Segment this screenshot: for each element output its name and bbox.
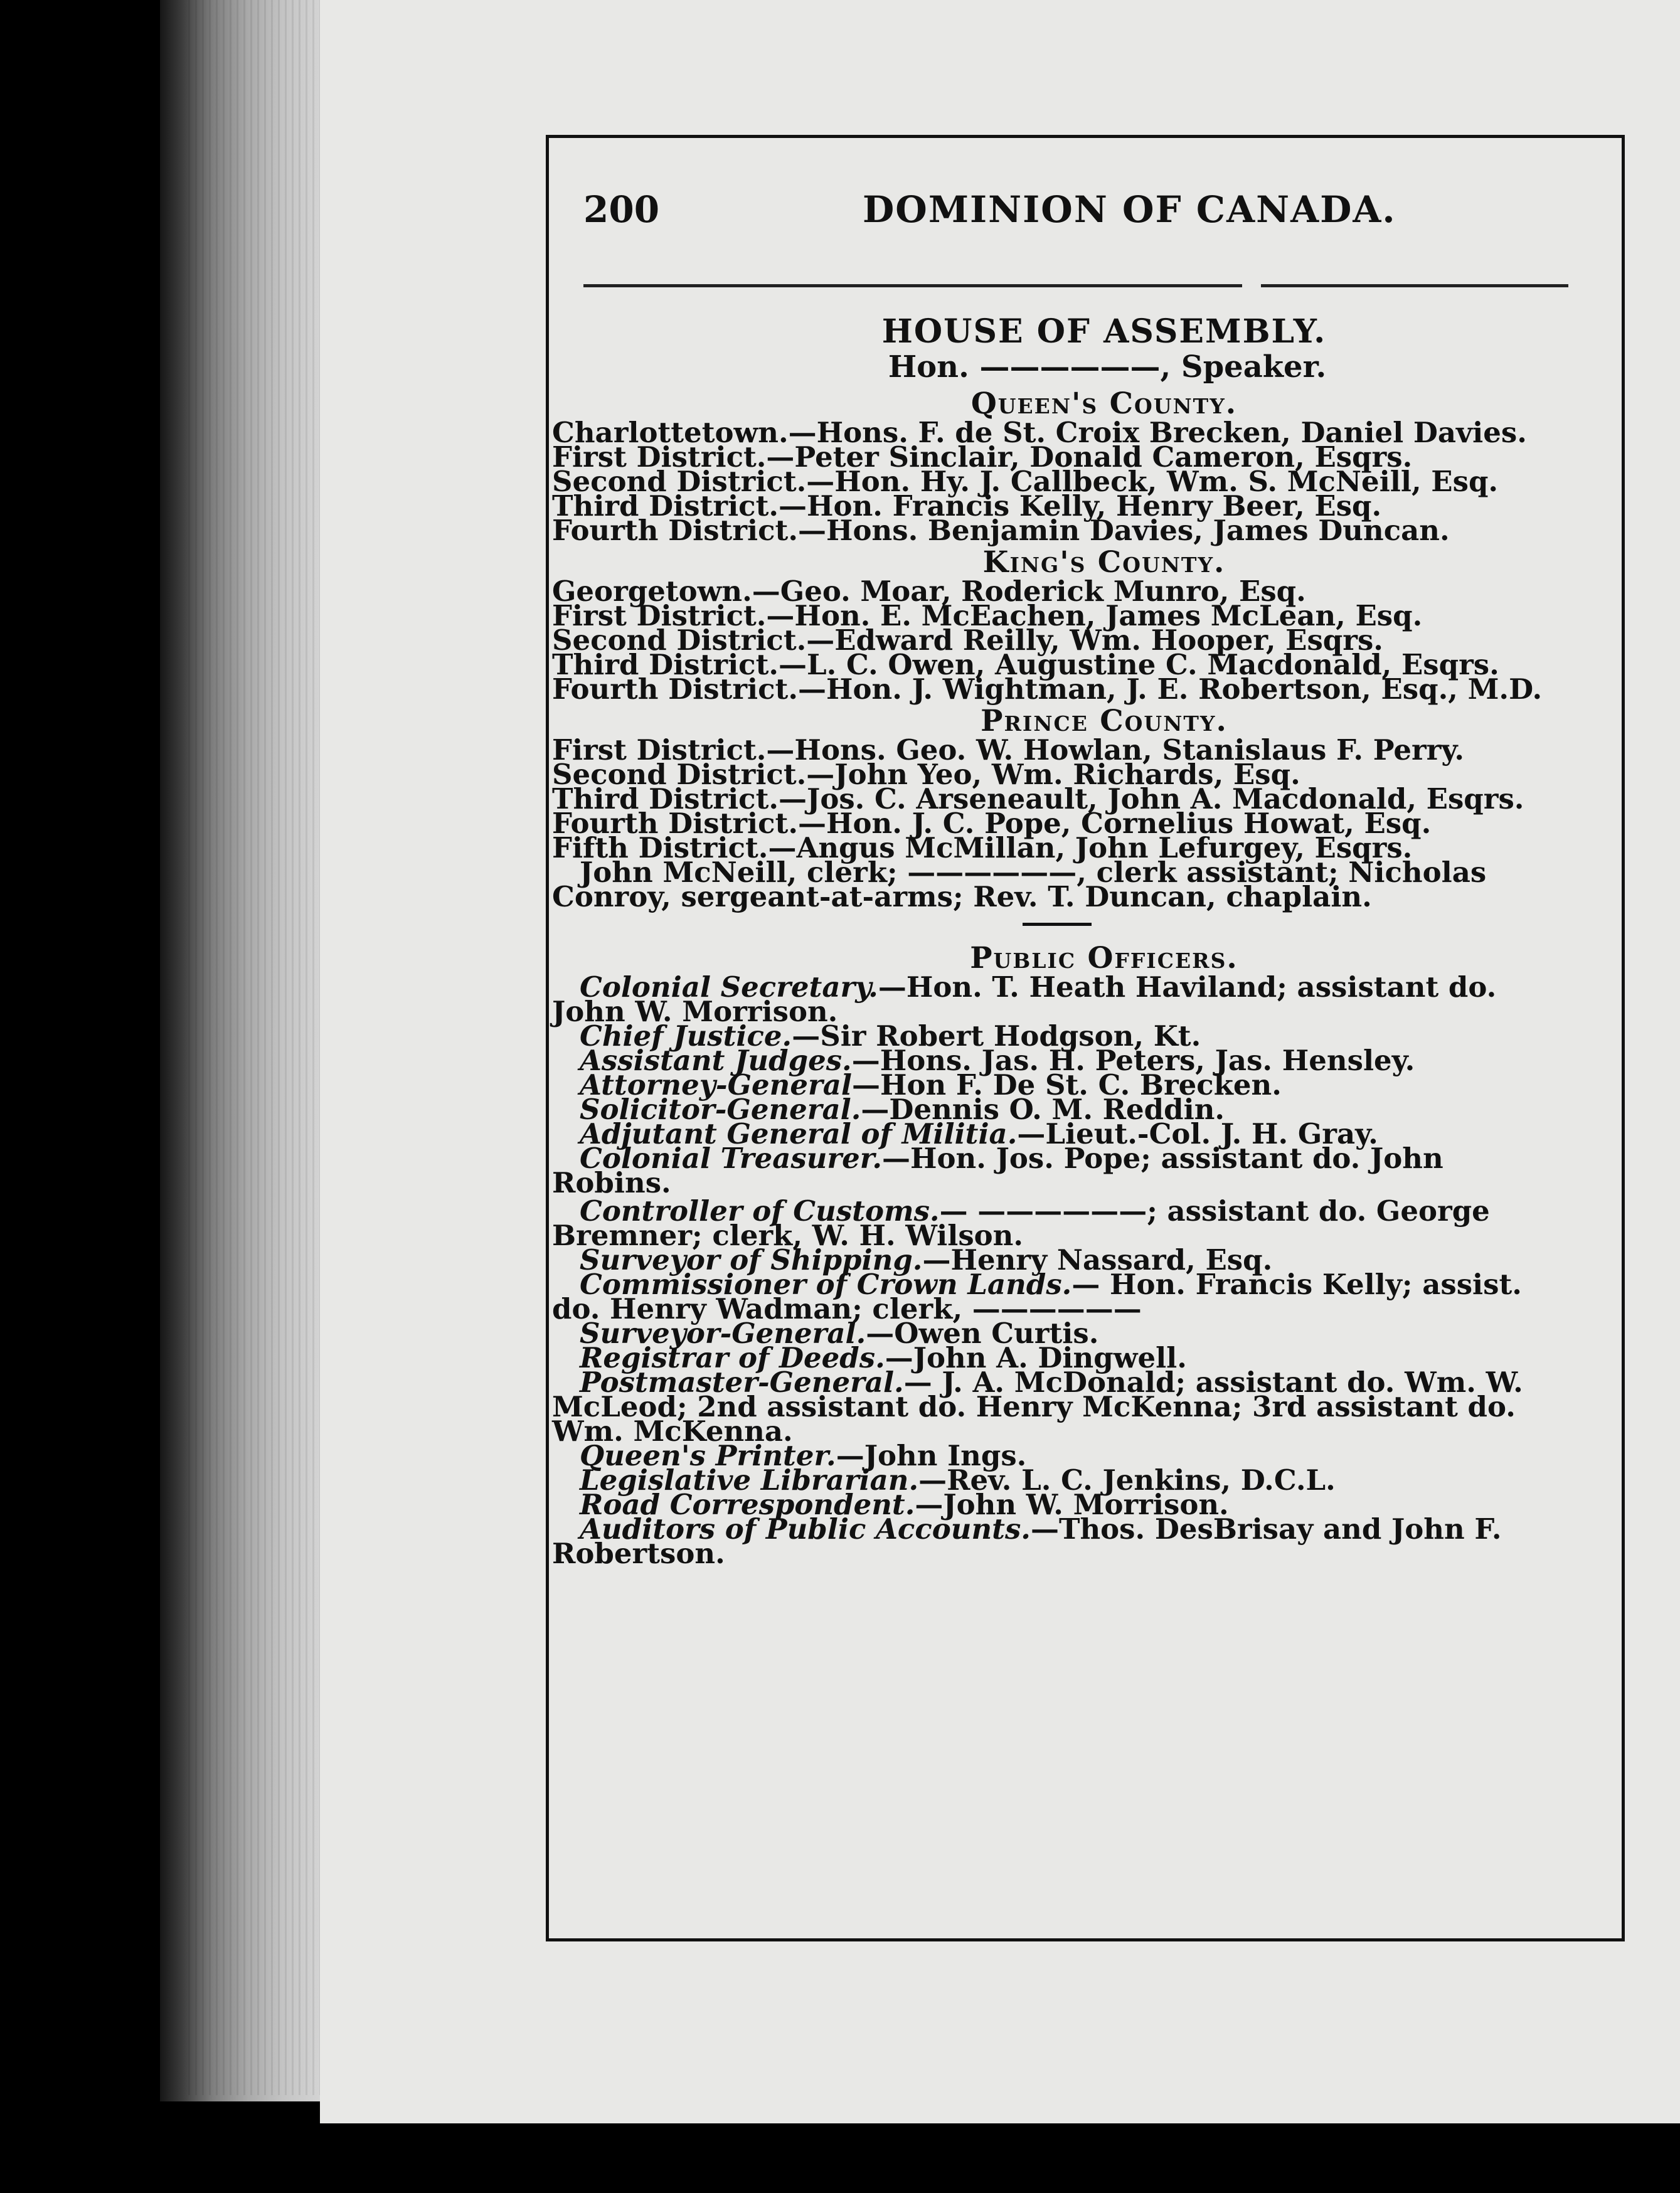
clerks-line: Conroy, sergeant-at-arms; Rev. T. Duncan, chaplain.	[552, 880, 1372, 913]
speaker-line: Hon. ——————, Speaker.	[888, 349, 1327, 385]
office-title: Colonial Treasurer.	[580, 1142, 883, 1175]
officer-text: —John W. Morrison.	[915, 1488, 1229, 1521]
header-rule-left	[583, 284, 1242, 287]
office-title: Postmaster-General.	[580, 1366, 904, 1399]
member-line: Fifth District.—Angus McMillan, John Lefurgey, Esqrs.	[552, 831, 1413, 864]
office-title: Colonial Secretary.	[580, 970, 878, 1004]
header-rule-right	[1261, 284, 1568, 287]
office-title: Surveyor-General.	[580, 1317, 866, 1350]
member-line: Second District.—Edward Reilly, Wm. Hooper, Esqrs.	[552, 624, 1383, 657]
office-title: Auditors of Public Accounts.	[580, 1512, 1031, 1546]
county-heading: Prince County.	[981, 704, 1228, 738]
officer-text: —Dennis O. M. Reddin.	[861, 1093, 1225, 1126]
officer-continuation: do. Henry Wadman; clerk, ——————	[552, 1292, 1142, 1325]
officer-continuation: Robertson.	[552, 1537, 725, 1570]
office-title: Adjutant General of Militia.	[580, 1117, 1018, 1150]
member-line: Third District.—L. C. Owen, Augustine C. Macdonald, Esqrs.	[552, 648, 1499, 681]
officer-text: —Hon. Jos. Pope; assistant do. John	[882, 1142, 1443, 1175]
member-line: Charlottetown.—Hons. F. de St. Croix Brecken, Daniel Davies.	[552, 416, 1527, 449]
house-of-assembly-heading: HOUSE OF ASSEMBLY.	[881, 312, 1327, 351]
section-divider	[1023, 923, 1092, 926]
office-title: Road Correspondent.	[580, 1488, 915, 1521]
officer-continuation: Wm. McKenna.	[552, 1415, 793, 1448]
officer-entry	[552, 1142, 1556, 1175]
officer-text: —John Ings.	[836, 1439, 1027, 1472]
officer-text: —Lieut.-Col. J. H. Gray.	[1017, 1117, 1378, 1150]
public-officers-heading: Public Officers.	[970, 941, 1238, 975]
running-head	[583, 188, 1575, 245]
member-line: Georgetown.—Geo. Moar, Roderick Munro, Esq.	[552, 575, 1306, 608]
officer-continuation: Bremner; clerk, W. H. Wilson.	[552, 1219, 1024, 1252]
page-edge-lines	[188, 0, 326, 2095]
office-title: Chief Justice.	[580, 1019, 792, 1053]
officer-text: —Sir Robert Hodgson, Kt.	[792, 1019, 1201, 1053]
running-title: DOMINION OF CANADA.	[863, 188, 1396, 231]
office-title: Surveyor of Shipping.	[580, 1243, 923, 1277]
officer-text: —Hon F. De St. C. Brecken.	[851, 1068, 1282, 1102]
member-line: Second District.—John Yeo, Wm. Richards, Esq.	[552, 758, 1300, 791]
officer-text: — Hon. Francis Kelly; assist.	[1071, 1268, 1522, 1301]
county-heading: King's County.	[982, 545, 1226, 580]
office-title: Queen's Printer.	[580, 1439, 836, 1472]
page-number: 200	[583, 188, 660, 231]
office-title: Controller of Customs.	[580, 1194, 940, 1228]
officer-text: —Henry Nassard, Esq.	[922, 1243, 1273, 1277]
office-title: Registrar of Deeds.	[580, 1341, 885, 1374]
member-line: Fourth District.—Hons. Benjamin Davies, James Duncan.	[552, 514, 1450, 547]
officer-text: —Thos. DesBrisay and John F.	[1030, 1512, 1502, 1546]
officer-continuation: Robins.	[552, 1166, 671, 1199]
member-line: First District.—Hons. Geo. W. Howlan, Stanislaus F. Perry.	[552, 733, 1465, 767]
office-title: Assistant Judges.	[580, 1044, 852, 1077]
office-title: Attorney-General	[580, 1068, 852, 1102]
officer-continuation: McLeod; 2nd assistant do. Henry McKenna; 3rd assistant do.	[552, 1390, 1516, 1423]
member-line: First District.—Hon. E. McEachen, James McLean, Esq.	[552, 599, 1423, 632]
member-line: Fourth District.—Hon. J. Wightman, J. E. Robertson, Esq., M.D.	[552, 672, 1543, 706]
member-line: First District.—Peter Sinclair, Donald Cameron, Esqrs.	[552, 440, 1413, 474]
officer-text: —John A. Dingwell.	[885, 1341, 1187, 1374]
office-title: Solicitor-General.	[580, 1093, 861, 1126]
member-line: Third District.—Jos. C. Arseneault, John A. Macdonald, Esqrs.	[552, 782, 1524, 815]
member-line: Fourth District.—Hon. J. C. Pope, Cornelius Howat, Esq.	[552, 807, 1432, 840]
officer-continuation: John W. Morrison.	[552, 995, 838, 1028]
member-line: Second District.—Hon. Hy. J. Callbeck, Wm. S. McNeill, Esq.	[552, 465, 1499, 498]
page-content	[552, 312, 1556, 1570]
officer-text: —Hon. T. Heath Haviland; assistant do.	[878, 970, 1497, 1004]
officer-text: — J. A. McDonald; assistant do. Wm. W.	[903, 1366, 1523, 1399]
officer-text: —Rev. L. C. Jenkins, D.C.L.	[918, 1463, 1336, 1497]
county-heading: Queen's County.	[970, 386, 1238, 421]
office-title: Commissioner of Crown Lands.	[580, 1268, 1072, 1301]
officer-text: —Hons. Jas. H. Peters, Jas. Hensley.	[851, 1044, 1415, 1077]
officer-text: —Owen Curtis.	[866, 1317, 1099, 1350]
officer-text: — ——————; assistant do. George	[939, 1194, 1490, 1228]
clerks-line: John McNeill, clerk; ——————, clerk assistant; Nicholas	[580, 856, 1487, 889]
office-title: Legislative Librarian.	[580, 1463, 919, 1497]
member-line: Third District.—Hon. Francis Kelly, Henry Beer, Esq.	[552, 489, 1382, 523]
